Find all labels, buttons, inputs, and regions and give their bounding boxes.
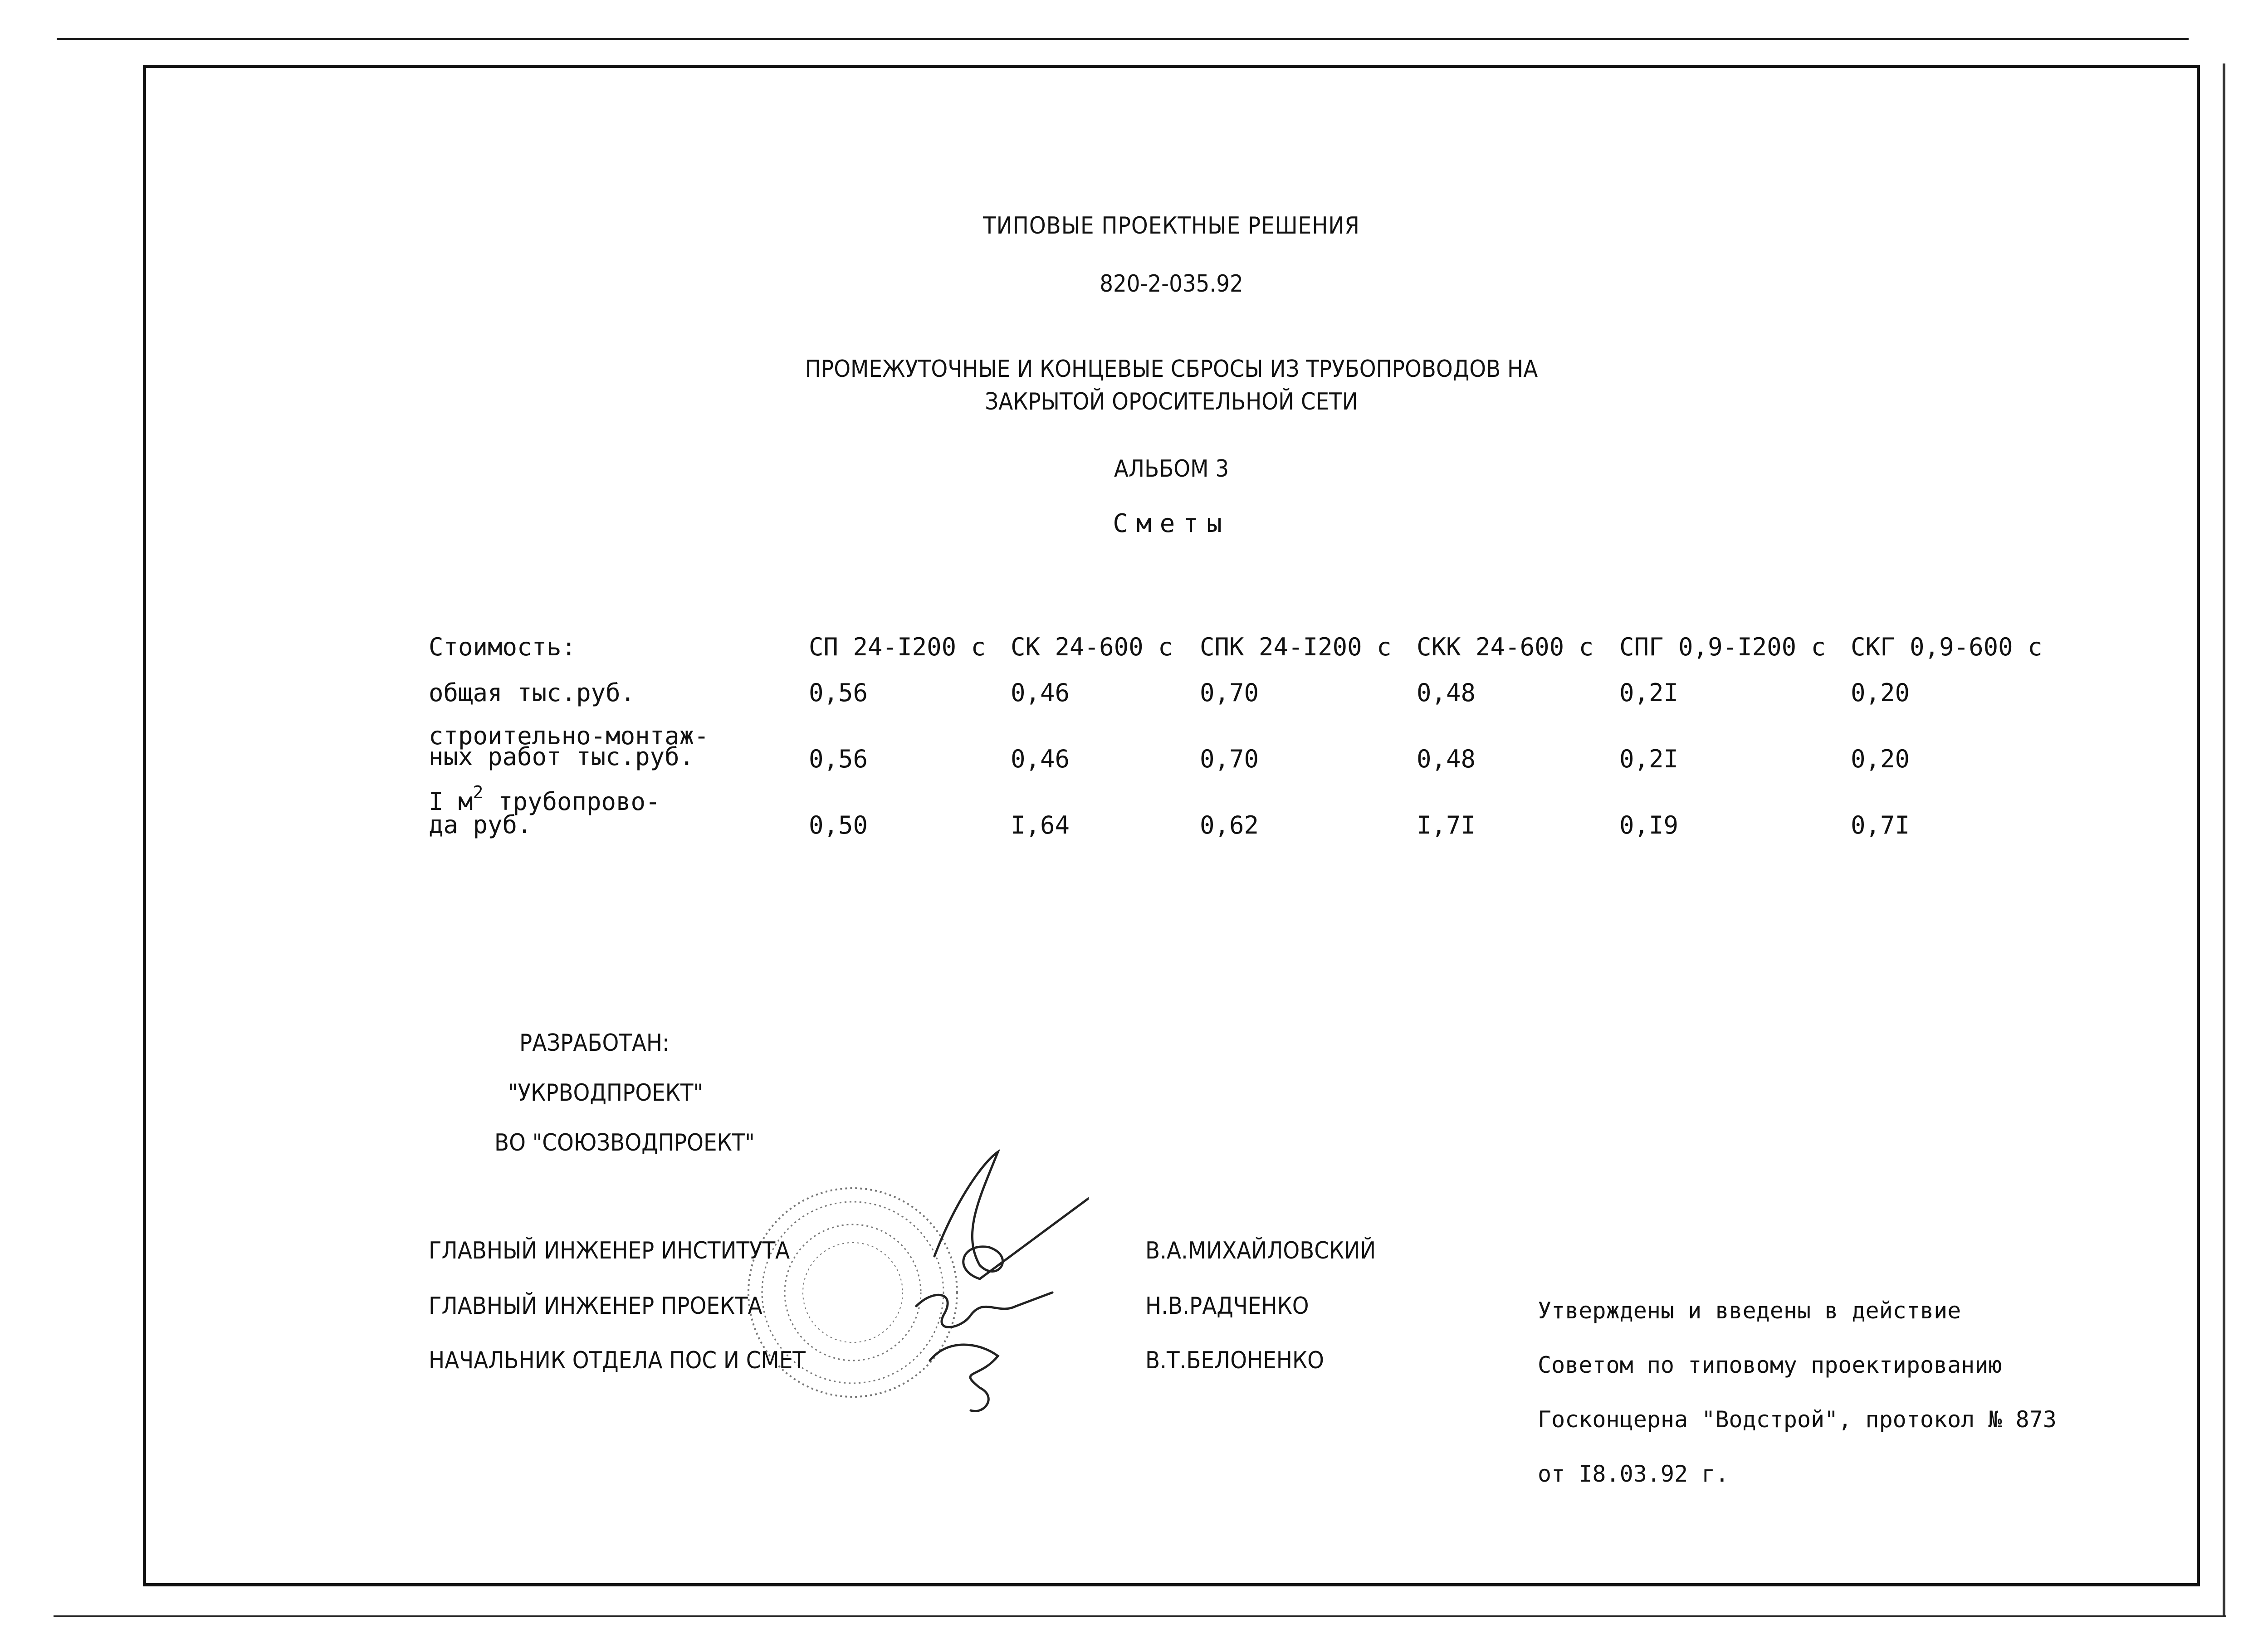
bottom-rule <box>54 1615 2226 1617</box>
cost-value: 0,46 <box>1011 678 1070 707</box>
document-title <box>143 353 2200 418</box>
approval-line: Советом по типовому проектированию <box>1538 1352 2002 1378</box>
row-label <box>429 722 709 771</box>
row-label <box>429 782 660 839</box>
cost-value: I,64 <box>1011 811 1070 839</box>
row-label-part: I м <box>429 787 473 816</box>
column-header: СПК 24-I200 с <box>1200 633 1392 661</box>
cost-value: 0,I9 <box>1619 811 1679 839</box>
cost-value: 0,50 <box>809 811 868 839</box>
name-chief-engineer-institute: В.А.МИХАЙЛОВСКИЙ <box>1145 1237 1376 1264</box>
developer-org: "УКРВОДПРОЕКТ" <box>508 1079 703 1107</box>
cost-value: 0,70 <box>1200 678 1259 707</box>
position-chief-engineer-project: ГЛАВНЫЙ ИНЖЕНЕР ПРОЕКТА <box>429 1293 763 1320</box>
approval-line: от I8.03.92 г. <box>1538 1461 1729 1487</box>
row-label-line2: ных работ тыс.руб. <box>429 742 694 771</box>
cost-value: 0,7I <box>1851 811 1910 839</box>
document-title-line2: ЗАКРЫТОЙ ОРОСИТЕЛЬНОЙ СЕТИ <box>985 388 1358 415</box>
row-label-line1: строительно-монтаж- <box>429 722 709 750</box>
seal-and-signatures <box>744 1143 1089 1442</box>
column-header: СК 24-600 с <box>1011 633 1173 661</box>
cost-value: 0,48 <box>1417 745 1476 773</box>
cost-value: 0,20 <box>1851 745 1910 773</box>
developed-by-heading: РАЗРАБОТАН: <box>519 1029 670 1057</box>
developer-parent-org: ВО "СОЮЗВОДПРОЕКТ" <box>494 1129 755 1156</box>
cost-value: 0,70 <box>1200 745 1259 773</box>
cost-value: 0,2I <box>1619 678 1679 707</box>
cost-value: 0,62 <box>1200 811 1259 839</box>
frame-edge-line <box>2223 63 2225 1617</box>
name-chief-engineer-project: Н.В.РАДЧЕНКО <box>1145 1293 1309 1320</box>
column-header: СКГ 0,9-600 с <box>1851 633 2043 661</box>
top-rule <box>57 38 2189 40</box>
row-label: общая тыс.руб. <box>429 678 635 707</box>
project-code: 820-2-035.92 <box>1100 270 1243 298</box>
cost-value: I,7I <box>1417 811 1476 839</box>
row-label-line2: да руб. <box>429 810 532 839</box>
signature-icon <box>916 1152 1089 1411</box>
cost-value: 0,2I <box>1619 745 1679 773</box>
section-label: Сметы <box>1113 509 1230 538</box>
column-header: СКК 24-600 с <box>1417 633 1594 661</box>
cost-value: 0,20 <box>1851 678 1910 707</box>
album-label: АЛЬБОМ 3 <box>1114 455 1229 483</box>
cost-label: Стоимость: <box>429 633 577 661</box>
position-head-of-department: НАЧАЛЬНИК ОТДЕЛА ПОС И СМЕТ <box>429 1347 806 1374</box>
cost-value: 0,46 <box>1011 745 1070 773</box>
cost-value: 0,48 <box>1417 678 1476 707</box>
series-title: ТИПОВЫЕ ПРОЕКТНЫЕ РЕШЕНИЯ <box>983 212 1360 239</box>
approval-note <box>1538 1265 2057 1501</box>
superscript: 2 <box>473 782 484 802</box>
cost-value: 0,56 <box>809 678 868 707</box>
approval-line: Утверждены и введены в действие <box>1538 1297 1961 1324</box>
document-title-line1: ПРОМЕЖУТОЧНЫЕ И КОНЦЕВЫЕ СБРОСЫ ИЗ ТРУБОПРОВОДОВ НА <box>805 356 1538 383</box>
approval-line: Госконцерна "Водстрой", протокол № 873 <box>1538 1406 2057 1433</box>
position-chief-engineer-institute: ГЛАВНЫЙ ИНЖЕНЕР ИНСТИТУТА <box>429 1237 790 1264</box>
column-header: СПГ 0,9-I200 с <box>1619 633 1826 661</box>
column-header: СП 24-I200 с <box>809 633 986 661</box>
row-label-part: трубопрово- <box>483 787 660 816</box>
cost-value: 0,56 <box>809 745 868 773</box>
name-head-of-department: В.Т.БЕЛОНЕНКО <box>1145 1347 1324 1374</box>
